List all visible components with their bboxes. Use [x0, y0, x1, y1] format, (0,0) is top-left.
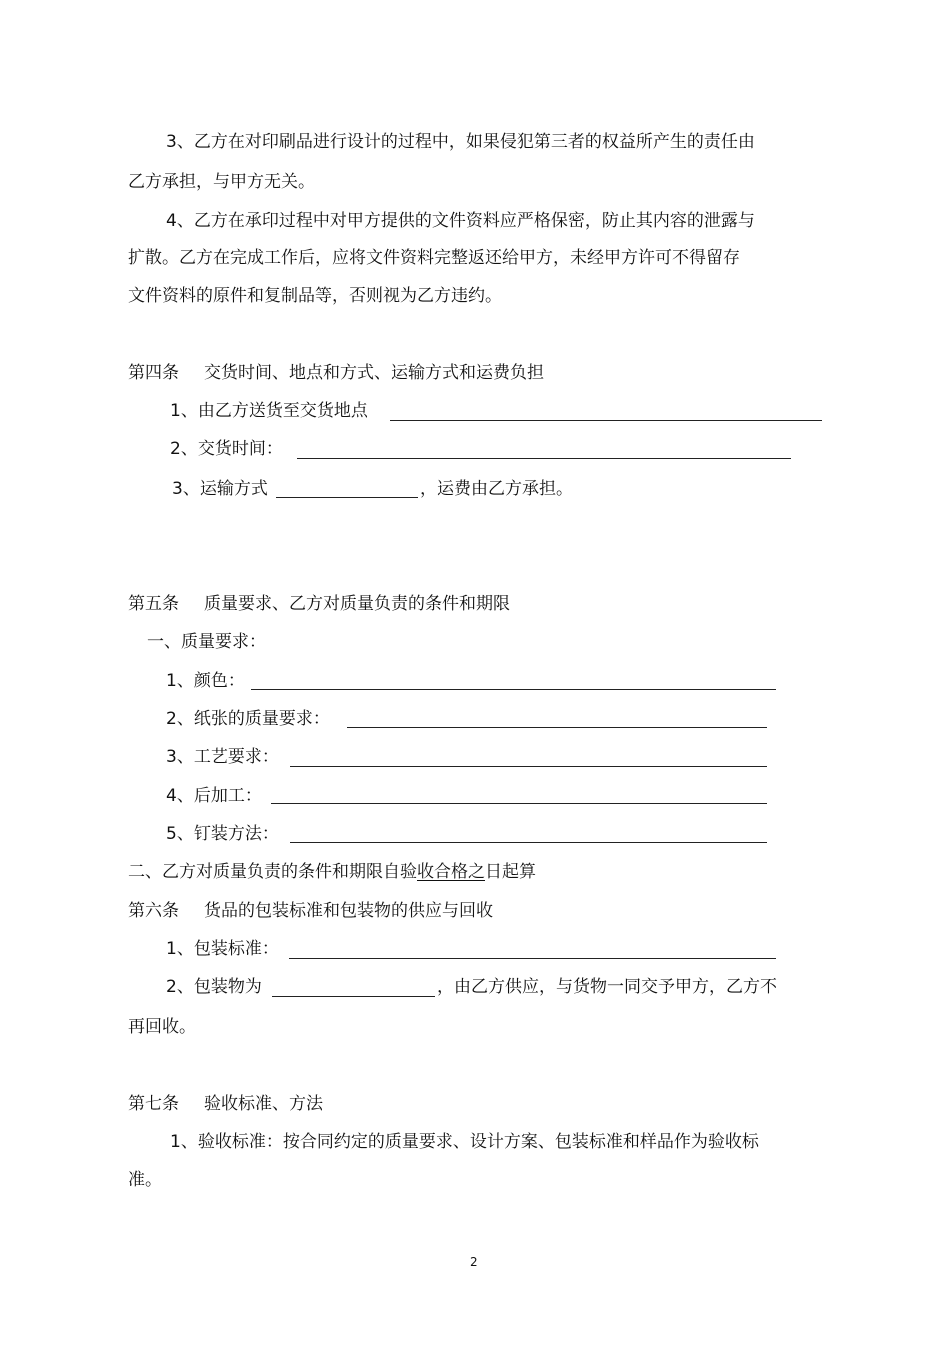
article-6-title: 货品的包装标准和包装物的供应与回收 — [204, 901, 493, 921]
clause-4-line-3: 文件资料的原件和复制品等，否则视为乙方违约。 — [128, 286, 502, 306]
article-5-sub-2-text-a: 二、乙方对质量负责的条件和期限自验 — [128, 862, 417, 882]
article-4-title: 交货时间、地点和方式、运输方式和运费负担 — [204, 363, 544, 383]
article-4-item-2: 2、交货时间： — [170, 439, 283, 459]
article-4-item-3-label: 3、运输方式 — [172, 479, 268, 499]
article-5-sub-2-text-b: 日起算 — [485, 862, 536, 882]
article-7-title: 验收标准、方法 — [204, 1094, 323, 1114]
article-5-item-5: 5、钉装方法： — [166, 824, 279, 844]
clause-4-line-2: 扩散。乙方在完成工作后，应将文件资料完整返还给甲方，未经甲方许可不得留存 — [128, 248, 740, 268]
delivery-location-blank[interactable] — [390, 420, 822, 421]
clause-3-line-2: 乙方承担，与甲方无关。 — [128, 172, 315, 192]
paper-quality-blank[interactable] — [347, 727, 767, 728]
article-6-item-2-line-2: 再回收。 — [128, 1017, 196, 1037]
packaging-standard-blank[interactable] — [289, 958, 776, 959]
article-5-sub-1: 一、质量要求： — [147, 632, 266, 652]
article-6-item-2-tail: ，由乙方供应，与货物一同交予甲方，乙方不 — [437, 977, 777, 997]
article-5-item-2: 2、纸张的质量要求： — [166, 709, 330, 729]
clause-4-line-1: 4、乙方在承印过程中对甲方提供的文件资料应严格保密，防止其内容的泄露与 — [166, 211, 755, 231]
article-5-item-4: 4、后加工： — [166, 786, 262, 806]
post-processing-blank[interactable] — [271, 803, 767, 804]
article-6-item-1: 1、包装标准： — [166, 939, 279, 959]
article-7-number: 第七条 — [128, 1094, 179, 1114]
article-6-number: 第六条 — [128, 901, 179, 921]
article-5-item-1: 1、颜色： — [166, 671, 245, 691]
article-4-item-1: 1、由乙方送货至交货地点 — [170, 401, 368, 421]
article-5-title: 质量要求、乙方对质量负责的条件和期限 — [204, 594, 510, 614]
packaging-material-blank[interactable] — [272, 996, 435, 997]
article-5-item-3: 3、工艺要求： — [166, 747, 279, 767]
process-requirement-blank[interactable] — [290, 766, 767, 767]
article-7-item-1-line-1: 1、验收标准：按合同约定的质量要求、设计方案、包装标准和样品作为验收标 — [170, 1132, 759, 1152]
color-blank[interactable] — [251, 689, 776, 690]
article-4-item-3-tail: ，运费由乙方承担。 — [420, 479, 573, 499]
page-number: 2 — [470, 1255, 478, 1269]
article-5-number: 第五条 — [128, 594, 179, 614]
transport-method-blank[interactable] — [276, 497, 418, 498]
article-5-sub-2-underlined: 收合格之 — [417, 862, 485, 882]
binding-method-blank[interactable] — [290, 842, 767, 843]
article-4-number: 第四条 — [128, 363, 179, 383]
delivery-time-blank[interactable] — [297, 458, 791, 459]
article-7-item-1-line-2: 准。 — [128, 1170, 162, 1190]
article-6-item-2-label: 2、包装物为 — [166, 977, 262, 997]
article-5-sub-2 — [128, 861, 536, 883]
clause-3-line-1: 3、乙方在对印刷品进行设计的过程中，如果侵犯第三者的权益所产生的责任由 — [166, 132, 755, 152]
